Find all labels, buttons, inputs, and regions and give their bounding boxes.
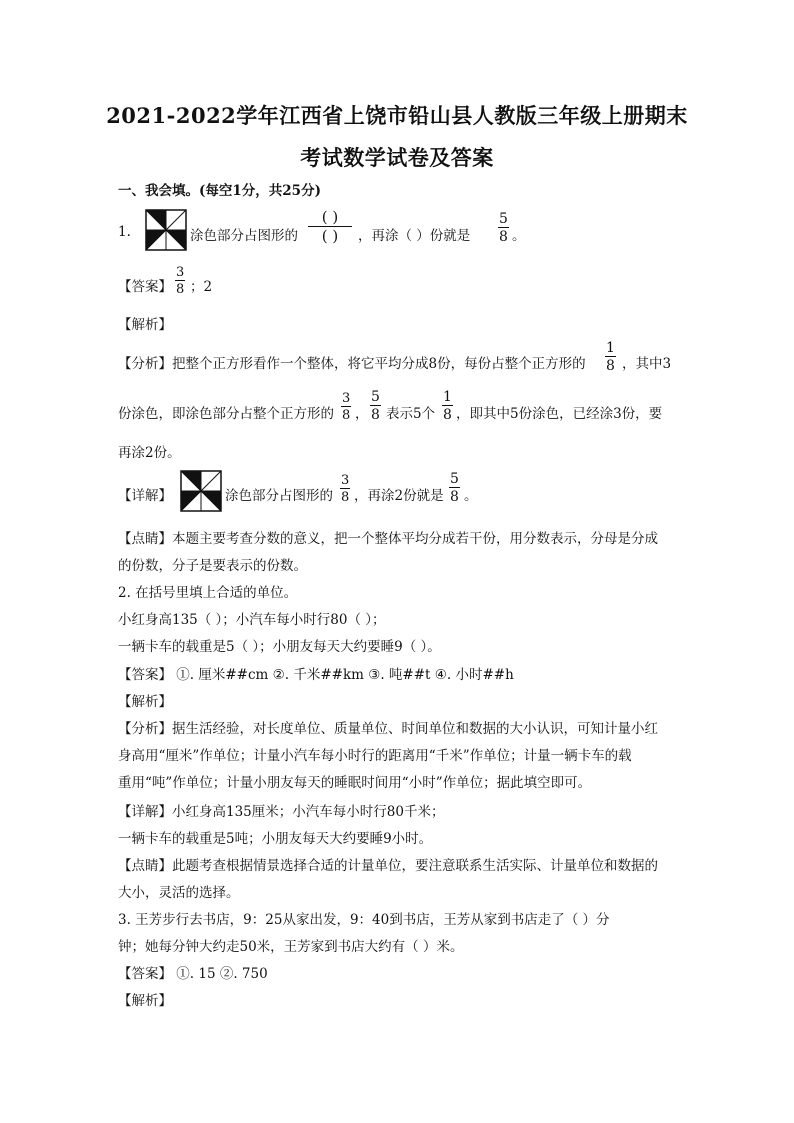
q2-dianjing-2: 大小，灵活的选择。 — [118, 885, 240, 901]
q3-line2: 钟；她每分钟大约走50米，王芳家到书店大约有（ ）米。 — [118, 939, 464, 955]
q1-fenxi-g: 再涂2份。 — [118, 445, 181, 461]
q1-xiangjie-frac1: $\frac{3}{8}$ — [341, 473, 350, 505]
q1-fenxi-frac2: $\frac{3}{8}$ — [342, 391, 351, 423]
q1-text-a: 涂色部分占图形的 — [190, 228, 298, 244]
q3-line1: 3. 王芳步行去书店，9：25从家出发，9：40到书店，王芳从家到书店走了（ ）分 — [118, 912, 610, 928]
q1-fenxi-e: 表示5个 — [386, 406, 436, 422]
q1-fenxi-frac3: $\frac{5}{8}$ — [371, 389, 380, 423]
q2-dianjing-1: 【点睛】此题考查根据情景选择合适的计量单位，要注意联系生活实际、计量单位和数据的 — [118, 858, 658, 874]
q2-xiangjie-1: 【详解】小红身高135厘米；小汽车每小时行80千米； — [118, 804, 445, 820]
q1-jiexi: 【解析】 — [118, 317, 172, 333]
q1-fenxi-a: 【分析】把整个正方形看作一个整体，将它平均分成8份，每份占整个正方形的 — [118, 356, 586, 372]
square-figure-question — [145, 209, 187, 251]
q2-fenxi-2: 身高用“厘米”作单位；计量小汽车每小时行的距离用“千米”作单位；计量一辆卡车的载 — [118, 748, 632, 764]
q2-prompt: 2. 在括号里填上合适的单位。 — [118, 585, 298, 601]
section-heading: 一、我会填。(每空1分，共25分) — [118, 183, 321, 199]
q1-dianjing-1: 【点睛】本题主要考查分数的意义，把一个整体平均分成若干份，用分数表示，分母是分成 — [118, 531, 658, 547]
q1-xiangjie-b: ，再涂2份就是 — [354, 488, 444, 504]
q1-fenxi-f: ，即其中5份涂色，已经涂3份，要 — [456, 406, 663, 422]
q2-fenxi-1: 【分析】据生活经验，对长度单位、质量单位、时间单位和数据的大小认识，可知计量小红 — [118, 721, 658, 737]
q2-jiexi: 【解析】 — [118, 694, 172, 710]
q1-fenxi-b: ，其中3 — [622, 356, 672, 372]
q1-text-b: ，再涂（ ）份就是 — [358, 228, 471, 244]
q1-dianjing-2: 的份数，分子是要表示的份数。 — [118, 558, 307, 574]
q1-fenxi-frac1: $\frac{1}{8}$ — [606, 340, 615, 374]
q3-answer: 【答案】 ①. 15 ②. 750 — [118, 966, 268, 982]
q1-blank-denominator: ( ) — [321, 227, 339, 245]
q1-xiangjie-c: 。 — [464, 488, 478, 504]
square-figure-detail — [180, 470, 222, 512]
q1-text-c: 。 — [512, 228, 526, 244]
q2-fenxi-3: 重用“吨”作单位；计量小朋友每天的睡眠时间用“小时”作单位；据此填空即可。 — [118, 775, 592, 791]
q1-fraction-5-8: $\frac{5}{8}$ — [499, 211, 508, 245]
q2-xiangjie-2: 一辆卡车的载重是5吨；小朋友每天大约要睡9小时。 — [118, 831, 433, 847]
q2-line3: 一辆卡车的载重是5（ ）；小朋友每天大约要睡9（ ）。 — [118, 639, 441, 655]
q1-fenxi-d: ， — [355, 406, 369, 422]
q1-blank-numerator: ( ) — [321, 208, 339, 226]
q1-xiangjie-frac2: $\frac{5}{8}$ — [450, 471, 459, 505]
q1-answer-rest: ；2 — [190, 279, 213, 295]
q1-blank-fraction[interactable] — [304, 208, 356, 245]
q1-answer-label: 【答案】 — [118, 279, 172, 295]
q1-fenxi-frac4: $\frac{1}{8}$ — [443, 389, 452, 423]
q2-line2: 小红身高135（ ）；小汽车每小时行80（ ）； — [118, 612, 386, 628]
doc-title-line1: 2021-2022学年江西省上饶市铅山县人教版三年级上册期末 — [106, 103, 688, 128]
q1-answer-fraction: $\frac{3}{8}$ — [176, 265, 185, 297]
q2-answer: 【答案】 ①. 厘米##cm ②. 千米##km ③. 吨##t ④. 小时##h — [118, 667, 514, 683]
q1-fenxi-c: 份涂色，即涂色部分占整个正方形的 — [118, 406, 334, 422]
q1-xiangjie-a: 涂色部分占图形的 — [225, 488, 333, 504]
doc-title-line2: 考试数学试卷及答案 — [300, 145, 494, 170]
q1-xiangjie-label: 【详解】 — [118, 488, 172, 504]
q3-jiexi: 【解析】 — [118, 993, 172, 1009]
q1-number: 1. — [118, 224, 131, 240]
